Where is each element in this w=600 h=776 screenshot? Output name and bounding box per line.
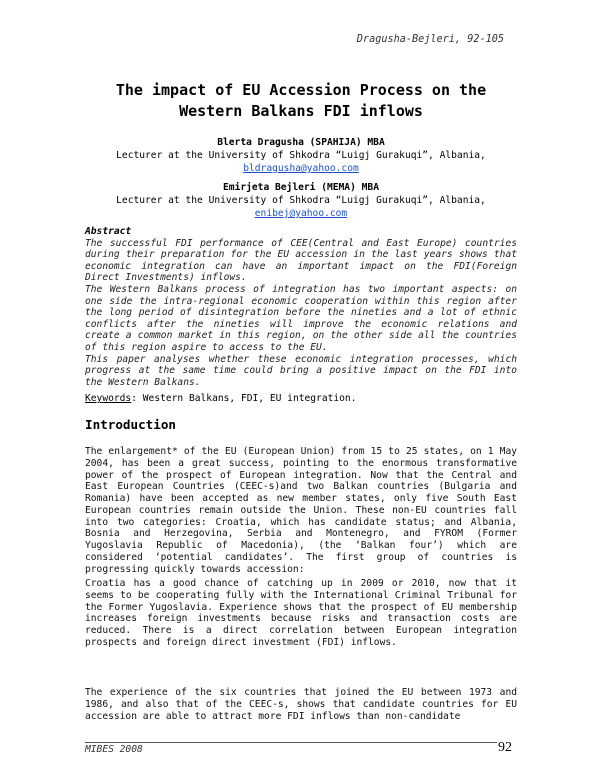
body-paragraph: The enlargement* of the EU (European Union) from 15 to 25 states, on 1 May 2004, has been a great success, pointing to the enormous transformative power of the prospect of European integration. Now that the Central and East European Countries (CEEC-s)and two Balkan countries (Bulgaria and Romania) have been accepted as new member states, only five South East European countries remain outside the Union. These non-EU countries fall into two categories: Croatia, which has candidate status; and Albania, Bosnia and Herzegovina, Serbia and Montenegro, and FYROM (Former Yugoslavia Republic of Macedonia), (the ‘Balkan four’) which are considered ‘potential candidates’. The first group of countries is progressing quickly towards accession: bbox=[85, 446, 517, 575]
keywords-label: Keywords bbox=[85, 393, 132, 404]
author-name: Blerta Dragusha (SPAHIJA) MBA bbox=[217, 137, 385, 148]
author-email-link[interactable]: enibej@yahoo.com bbox=[254, 208, 348, 219]
author-name: Emirjeta Bejleri (MEMA) MBA bbox=[223, 182, 379, 193]
author-affiliation: Lecturer at the University of Shkodra “Luigj Gurakuqi”, Albania, bbox=[116, 195, 486, 206]
title-line-2: Western Balkans FDI inflows bbox=[179, 102, 423, 120]
author-affiliation: Lecturer at the University of Shkodra “Luigj Gurakuqi”, Albania, bbox=[116, 150, 486, 161]
paper-title bbox=[85, 80, 517, 122]
keywords-line bbox=[85, 393, 517, 404]
abstract-paragraph: The successful FDI performance of CEE(Central and East Europe) countries during their preparation for the EU accession in the last years shows that economic integration can have an important impact on the FDI(Foreign Direct Investments) inflows. bbox=[85, 237, 517, 284]
title-line-1: The impact of EU Accession Process on the bbox=[115, 81, 487, 99]
author-block-1 bbox=[85, 136, 517, 175]
running-header: Dragusha-Bejleri, 92-105 bbox=[356, 34, 504, 45]
footer-journal: MIBES 2008 bbox=[85, 744, 143, 755]
body-paragraph: Croatia has a good chance of catching up in 2009 or 2010, now that it seems to be cooperating fully with the International Criminal Tribunal for the Former Yugoslavia. Experience shows that the prospect of EU membership increases foreign investments because risks and transaction costs are reduced. There is a direct correlation between European integration prospects and foreign direct investment (FDI) inflows. bbox=[85, 578, 517, 648]
abstract-heading: Abstract bbox=[85, 226, 132, 237]
author-email-link[interactable]: bldragusha@yahoo.com bbox=[243, 163, 359, 174]
body-paragraph: The experience of the six countries that joined the EU between 1973 and 1986, and also that of the CEEC-s, shows that candidate countries for EU accession are able to attract more FDI inflows than non-candidate bbox=[85, 687, 517, 722]
abstract-paragraph: This paper analyses whether these economic integration processes, which progress at the same time could bring a positive impact on the FDI into the Western Balkans. bbox=[85, 353, 517, 388]
page-number: 92 bbox=[498, 740, 512, 755]
section-heading-introduction: Introduction bbox=[85, 417, 176, 432]
footer-divider bbox=[85, 742, 497, 743]
abstract-paragraph: The Western Balkans process of integration has two important aspects: on one side the intra-regional economic cooperation within this region after the long period of disintegration before the nineties and a lot of ethnic conflicts after the nineties will improve the economic relations and create a common market in this region, on the other side all the countries of this region aspire to access to the EU. bbox=[85, 283, 517, 353]
author-block-2 bbox=[85, 181, 517, 220]
abstract-section bbox=[85, 226, 517, 388]
keywords-text: : Western Balkans, FDI, EU integration. bbox=[131, 393, 357, 404]
